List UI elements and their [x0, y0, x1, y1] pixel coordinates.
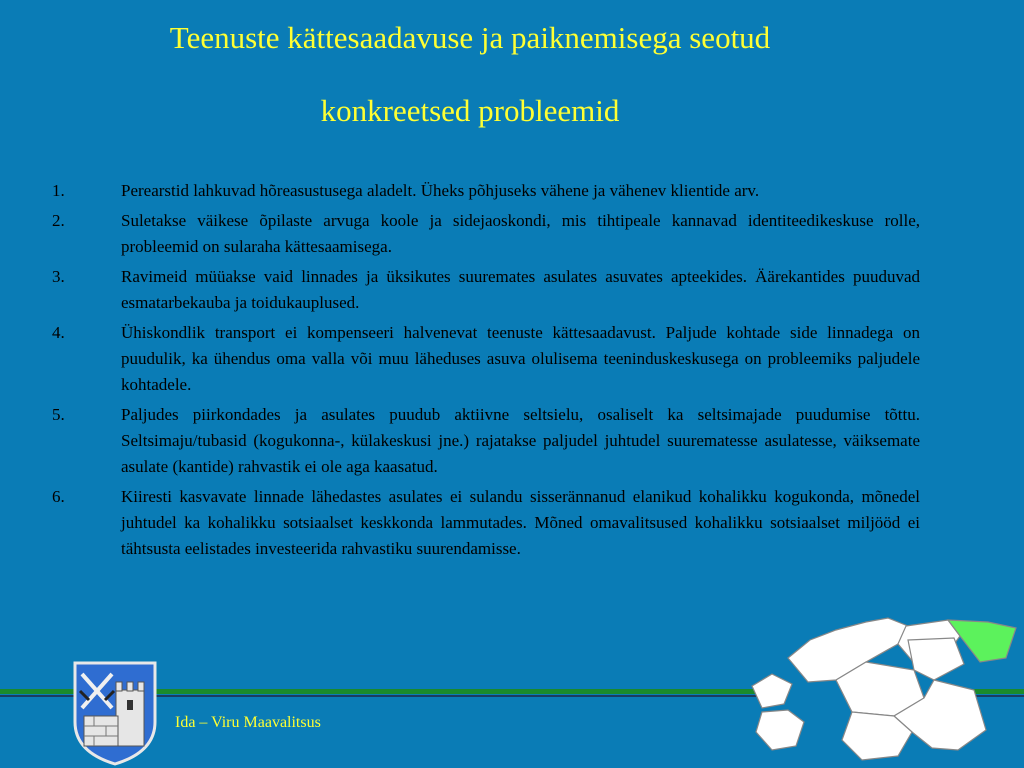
slide-title: [0, 22, 940, 126]
item-text: Kiiresti kasvavate linnade lähedastes asulates ei sulandu sisserännanud elanikud kohalikku kogukonda, mõnedel juhtudel ka kohalikku sotsiaalset keskkonda lammutades. Mõned omavalitsused kohalikku sotsiaalset miljööd ei tähtsusta eelistades investeerida rahvastiku suurendamisse.: [121, 487, 920, 558]
item-text: Suletakse väikese õpilaste arvuga koole ja sidejaoskondi, mis tihtipeale kannavad identiteedikeskuse rolle, probleemid on sularaha kättesaamisega.: [121, 211, 920, 256]
estonia-map-icon: [748, 600, 1024, 768]
title-line-1: Teenuste kättesaadavuse ja paiknemisega seotud: [169, 20, 771, 55]
list-item: [52, 484, 920, 562]
title-line-2: konkreetsed probleemid: [320, 93, 620, 128]
item-number: 2.: [52, 211, 65, 230]
list-item: [52, 320, 920, 398]
footer-organization: Ida – Viru Maavalitsus: [175, 714, 321, 731]
ida-viru-coat-of-arms-icon: [72, 660, 158, 766]
item-number: 1.: [52, 181, 65, 200]
item-text: Ühiskondlik transport ei kompenseeri halvenevat teenuste kättesaadavust. Paljude kohtade side linnadega on puudulik, ka ühendus oma valla või muu läheduses asuva olulisema teeninduskeskusega on probleemiks paljudele kohtadele.: [121, 323, 920, 394]
item-text: Paljudes piirkondades ja asulates puudub aktiivne seltsielu, osaliselt ka seltsimajade puudumise tõttu. Seltsimaju/tubasid (kogukonna-, külakeskusi jne.) rajatakse paljudel juhtudel suurematesse asulatesse, väiksemate asulate (kantide) rahvastik ei ole aga kaasatud.: [121, 405, 920, 476]
list-item: [52, 264, 920, 316]
item-text: Perearstid lahkuvad hõreasustusega aladelt. Üheks põhjuseks vähene ja vähenev klientide arv.: [121, 181, 760, 200]
problem-list: [52, 178, 920, 566]
item-number: 5.: [52, 405, 65, 424]
item-number: 4.: [52, 323, 65, 342]
list-item: [52, 208, 920, 260]
list-item: [52, 178, 920, 204]
list-item: [52, 402, 920, 480]
item-number: 6.: [52, 487, 65, 506]
item-number: 3.: [52, 267, 65, 286]
item-text: Ravimeid müüakse vaid linnades ja üksikutes suuremates asulates asuvates apteekides. Äärekantides puuduvad esmatarbekauba ja toidukauplused.: [121, 267, 920, 312]
